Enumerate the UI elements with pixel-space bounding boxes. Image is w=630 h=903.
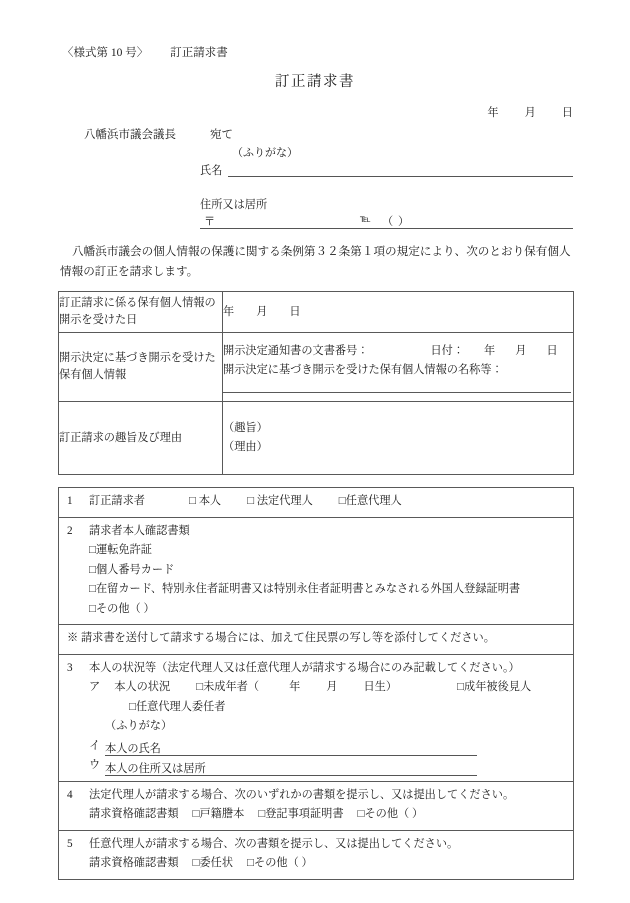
month-label: 月 [256,305,268,318]
section-4-title: 法定代理人が請求する場合、次のいずれかの書類を提示し、又は提出してください。 [89,788,515,801]
table-row [59,781,574,830]
checkbox-minor-icon[interactable]: □ [196,681,204,693]
section-4-doc-label: 請求資格確認書類 [89,808,179,820]
minor-month-label: 月 [326,681,338,693]
table-row [59,402,574,475]
item-c-marker: ウ [89,759,101,771]
page-title: 訂正請求書 [275,74,355,90]
id-doc-residence-card-label: 在留カード、特別永住者証明書又は特別永住者証明書とみなされる外国人登録証明書 [95,583,521,595]
checkbox-other-id-icon[interactable]: □ [89,602,96,615]
row-value-purpose-reason[interactable] [223,402,574,475]
checkbox-other-legal-icon[interactable]: □ [357,808,365,820]
row-label-disclosure-date: 訂正請求に係る保有個人情報の開示を受けた日 [59,292,223,333]
option-power-of-attorney: 委任状 [199,857,234,869]
intro-paragraph: 八幡浜市議会の個人情報の保護に関する条例第３２条第１項の規定により、次のとおり保有個人情報の訂正を請求します。 [60,245,571,278]
section-1-title: 訂正請求者 [89,495,145,507]
checkbox-adult-ward-icon[interactable]: □ [457,681,464,693]
checkbox-registry-certificate-icon[interactable]: □ [258,808,266,820]
table-row [59,625,574,655]
checkbox-mynumber-icon[interactable]: □ [89,563,96,576]
section-5 [59,830,574,879]
table-row [59,488,574,518]
disclosed-info-input-line[interactable] [223,390,571,393]
section-5-options [67,854,566,874]
person-address-row [67,756,566,776]
checkbox-other-voluntary-icon[interactable]: □ [247,857,254,869]
section-3-heading [67,659,566,679]
section-4-heading [67,786,566,806]
id-doc-option-other[interactable] [67,600,566,620]
table-row [59,830,574,879]
addressee-line [84,126,233,142]
section-5-heading [67,835,566,855]
id-doc-license-label: 運転免許証 [95,544,152,556]
table-requester [58,487,574,880]
zip-symbol: 〒 [204,216,216,228]
section-2 [59,517,574,625]
name-field-row [200,162,573,178]
table-row [59,292,574,333]
section-5-title: 任意代理人が請求する場合、次の書類を提示し、又は提出してください。 [89,837,459,850]
checkbox-self-icon[interactable]: □ [188,495,196,507]
notice-month-label: 月 [515,344,527,357]
checkbox-family-register-icon[interactable]: □ [192,808,200,820]
disclosed-info-name-label: 開示決定に基づき開示を受けた保有個人情報の名称等： [223,363,503,376]
section-1-number: 1 [67,495,73,507]
minor-day-label: 日生） [363,681,398,693]
table-row [59,333,574,402]
row-value-disclosed-info[interactable] [223,333,574,402]
row-value-disclosure-date[interactable] [223,292,574,333]
checkbox-residence-card-icon[interactable]: □ [89,583,96,595]
form-name: 訂正請求書 [170,47,228,59]
section-3 [59,654,574,781]
person-status-row-2[interactable] [67,698,566,718]
notice-number-line [223,342,573,361]
tel-icon: ℡ [360,214,371,225]
notice-number-label: 開示決定通知書の文書番号： [223,344,369,357]
option-registry-certificate: 登記事項証明書 [265,808,344,820]
item-b-label: 本人の氏名 [105,743,161,755]
person-status-row [67,678,566,698]
section-3-number: 3 [67,661,73,674]
furigana-label: （ふりがな） [232,147,298,159]
section-4-number: 4 [67,788,73,801]
option-adult-ward: 成年被後見人 [464,681,532,693]
section-2-title: 請求者本人確認書類 [89,524,190,537]
date-month-label: 月 [524,107,536,119]
date-day-label: 日 [561,107,573,119]
addressee-name: 八幡浜市議会議長 [84,129,176,141]
option-family-register: 戸籍謄本 [199,808,245,820]
section-2-note: ※ 請求書を送付して請求する場合には、加えて住民票の写し等を添付してください。 [67,632,495,644]
option-other-legal: その他（ ） [364,808,424,820]
section-5-doc-label: 請求資格確認書類 [89,857,179,869]
section-4-options [67,805,566,825]
person-address-input-line[interactable] [105,760,477,776]
checkbox-voluntary-delegator-icon[interactable]: □ [129,700,136,713]
tel-parens: （ ） [382,216,411,228]
section-4 [59,781,574,830]
address-label: 住所又は居所 [200,199,268,211]
row-label-disclosed-info: 開示決定に基づき開示を受けた保有個人情報 [59,333,223,402]
form-number: 〈様式第 10 号〉 [62,47,149,59]
table-disclosure [58,291,574,475]
table-row [59,654,574,781]
section-2-number: 2 [67,524,73,537]
option-minor: 未成年者（ [203,681,260,693]
section-3-title: 本人の状況等（法定代理人又は任意代理人が請求する場合にのみ記載してください。） [89,661,520,674]
checkbox-power-of-attorney-icon[interactable]: □ [192,857,200,869]
address-input-line[interactable] [200,212,573,229]
item-c-label: 本人の住所又は居所 [105,762,206,775]
reason-label: （理由） [223,441,268,453]
purpose-label: （趣旨） [223,422,268,434]
section-2-note-row [59,625,574,655]
header-date-line [0,104,573,120]
name-input-line[interactable] [228,162,573,177]
notice-day-label: 日 [546,344,558,357]
item-a-label: 本人の状況 [114,681,171,693]
option-legal-agent: 法定代理人 [256,495,313,507]
section-5-number: 5 [67,837,73,850]
option-voluntary-agent: 任意代理人 [345,495,402,507]
notice-year-label: 年 [484,344,496,357]
minor-year-label: 年 [289,681,301,693]
item-a-marker: ア [89,681,101,693]
id-doc-option-residence-card[interactable] [67,580,566,600]
addressee-suffix: 宛て [210,129,233,141]
option-voluntary-delegator: 任意代理人委任者 [135,700,226,713]
checkbox-voluntary-agent-icon[interactable]: □ [338,495,346,507]
id-doc-option-license[interactable] [67,541,566,561]
id-doc-other-label: その他（ ） [95,602,155,615]
id-doc-mynumber-label: 個人番号カード [95,563,175,576]
section-1 [59,488,574,518]
section-2-heading [67,522,566,542]
form-number-line [62,44,228,60]
row-label-purpose-reason: 訂正請求の趣旨及び理由 [59,402,223,475]
table-row [59,517,574,625]
section-3-furigana-label: （ふりがな） [105,720,173,732]
option-self: 本人 [198,495,222,507]
id-doc-option-mynumber[interactable] [67,561,566,581]
name-label: 氏名 [200,165,223,177]
notice-date-label: 日付： [430,344,465,357]
checkbox-legal-agent-icon[interactable]: □ [247,495,255,507]
person-name-row [67,737,566,757]
option-other-voluntary: その他（ ） [254,857,313,869]
person-name-input-line[interactable] [105,740,477,756]
item-b-marker: イ [89,739,101,752]
year-label: 年 [223,305,235,318]
date-year-label: 年 [487,107,499,119]
day-label: 日 [289,305,301,318]
checkbox-license-icon[interactable]: □ [89,544,96,556]
